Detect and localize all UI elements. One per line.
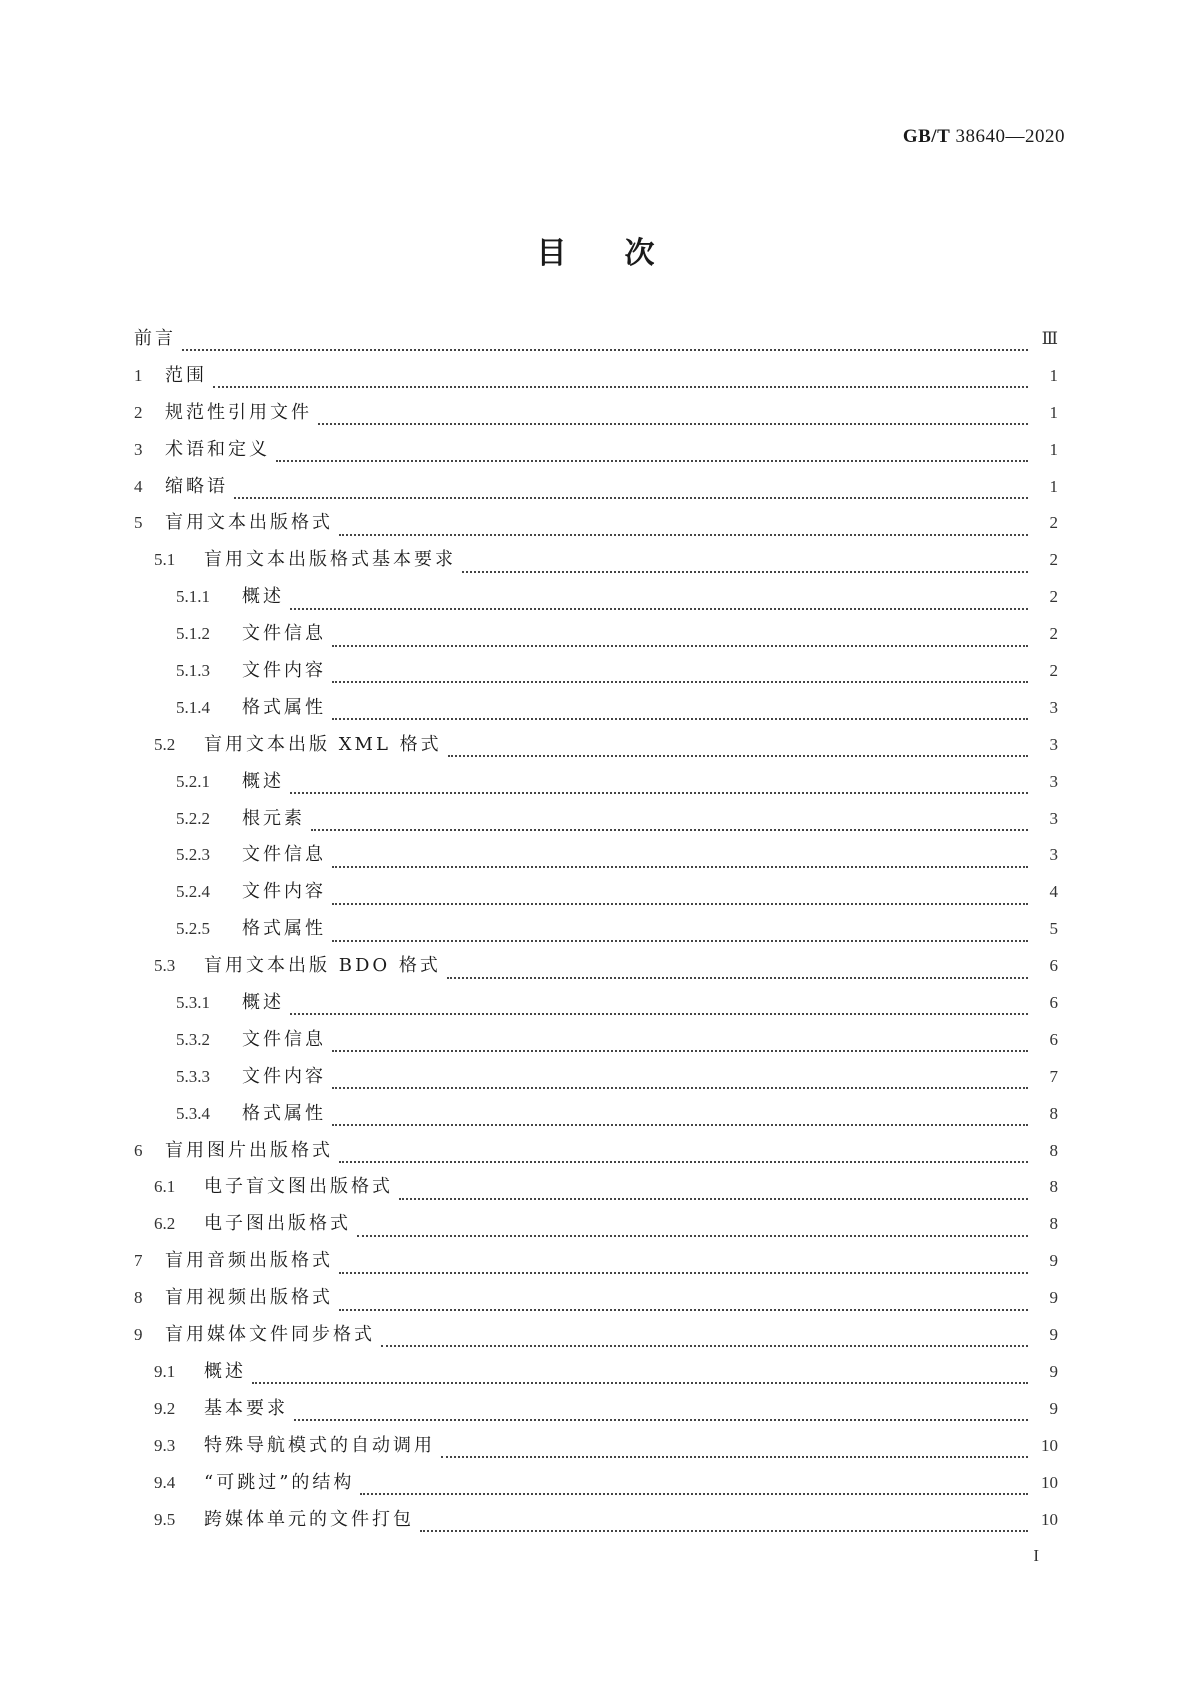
toc-entry-page: 1 [1049, 439, 1058, 459]
dot-leader [381, 1331, 1028, 1347]
toc-entry-number: 5.1 [154, 550, 176, 570]
dot-leader [213, 372, 1028, 388]
toc-entry-page: 1 [1049, 476, 1058, 496]
toc-entry-title: 盲用图片出版格式 [165, 1139, 333, 1161]
toc-entry-number: 9 [134, 1325, 143, 1345]
toc-entry-title: 电子图出版格式 [204, 1213, 351, 1235]
toc-entry-title: 盲用媒体文件同步格式 [165, 1324, 375, 1346]
toc-entry[interactable] [134, 1062, 1058, 1099]
toc-entry-page: 2 [1049, 624, 1058, 644]
toc-entry-number: 9.4 [154, 1472, 176, 1492]
toc-entry-title: 概述 [242, 770, 284, 792]
toc-entry[interactable] [134, 1505, 1058, 1542]
toc-entry[interactable] [134, 1394, 1058, 1431]
toc-entry-title: “可跳过”的结构 [204, 1471, 355, 1493]
toc-entry-number: 9.1 [154, 1361, 176, 1381]
toc-entry-number: 5 [134, 513, 143, 533]
dot-leader [182, 335, 1028, 351]
toc-entry-number: 6.1 [154, 1177, 176, 1197]
toc-entry-title: 格式属性 [242, 918, 326, 940]
toc-entry-number: 5.2.2 [176, 808, 210, 828]
dot-leader [332, 631, 1028, 647]
dot-leader [447, 963, 1028, 979]
toc-entry-title: 盲用视频出版格式 [165, 1287, 333, 1309]
toc-entry[interactable] [134, 1172, 1058, 1209]
toc-entry-page: 3 [1049, 808, 1058, 828]
toc-entry-title: 盲用音频出版格式 [165, 1250, 333, 1272]
toc-entry-number: 1 [134, 365, 143, 385]
toc-entry-title: 特殊导航模式的自动调用 [204, 1434, 435, 1456]
dot-leader [332, 1110, 1028, 1126]
toc-entry-page: 1 [1049, 402, 1058, 422]
toc-entry[interactable] [134, 730, 1058, 767]
toc-entry-title: 规范性引用文件 [165, 401, 312, 423]
toc-entry[interactable] [134, 435, 1058, 472]
dot-leader [290, 778, 1028, 794]
toc-entry-page: 2 [1049, 587, 1058, 607]
toc-entry-title: 概述 [242, 992, 284, 1014]
toc-entry-page: 10 [1041, 1472, 1058, 1492]
toc-entry-page: 6 [1049, 1029, 1058, 1049]
toc-entry-title: 格式属性 [242, 696, 326, 718]
toc-entry-number: 5.2.5 [176, 919, 210, 939]
toc-entry-page: 9 [1049, 1361, 1058, 1381]
toc-entry-title: 文件内容 [242, 660, 326, 682]
toc-entry-page: 8 [1049, 1140, 1058, 1160]
dot-leader [276, 446, 1028, 462]
toc-entry-title: 概述 [242, 586, 284, 608]
dot-leader [339, 1258, 1028, 1274]
toc-entry[interactable] [134, 582, 1058, 619]
toc-entry[interactable] [134, 877, 1058, 914]
toc-entry-page: 1 [1049, 365, 1058, 385]
toc-entry-title: 文件信息 [242, 623, 326, 645]
toc-entry-title: 术语和定义 [165, 438, 270, 460]
toc-entry-page: 9 [1049, 1398, 1058, 1418]
toc-entry-title: 范围 [165, 364, 207, 386]
toc-entry[interactable] [134, 1357, 1058, 1394]
toc-entry[interactable] [134, 804, 1058, 841]
toc-entry-page: 8 [1049, 1177, 1058, 1197]
dot-leader [290, 594, 1028, 610]
toc-entry-page: 9 [1049, 1251, 1058, 1271]
toc-entry-title: 基本要求 [204, 1397, 288, 1419]
toc-entry-number: 5.3.4 [176, 1103, 210, 1123]
dot-leader [332, 1036, 1028, 1052]
toc-entry[interactable] [134, 619, 1058, 656]
toc-entry-number: 6 [134, 1140, 143, 1160]
toc-entry-title: 文件内容 [242, 881, 326, 903]
toc-entry-number: 5.2.4 [176, 882, 210, 902]
toc-entry-title: 盲用文本出版 XML 格式 [204, 733, 442, 755]
toc-entry-page: 8 [1049, 1214, 1058, 1234]
standard-number: 38640—2020 [955, 126, 1065, 147]
toc-entry[interactable] [134, 508, 1058, 545]
toc-entry-number: 5.2.1 [176, 771, 210, 791]
dot-leader [252, 1368, 1028, 1384]
dot-leader [462, 557, 1028, 573]
toc-entry-page: 3 [1049, 697, 1058, 717]
dot-leader [234, 483, 1028, 499]
page-number: I [1033, 1546, 1039, 1565]
toc-entry[interactable] [134, 988, 1058, 1025]
toc-entry-page: Ⅲ [1041, 329, 1058, 348]
toc-entry-page: 9 [1049, 1288, 1058, 1308]
toc-entry-title: 盲用文本出版 BDO 格式 [204, 955, 441, 977]
toc-entry[interactable] [134, 1209, 1058, 1246]
toc-entry-page: 5 [1049, 919, 1058, 939]
toc-entry[interactable] [134, 545, 1058, 582]
toc-entry-number: 5.1.1 [176, 587, 210, 607]
toc-entry-title: 缩略语 [165, 475, 228, 497]
toc-entry-number: 5.3.1 [176, 993, 210, 1013]
toc-entry-title: 盲用文本出版格式 [165, 512, 333, 534]
dot-leader [420, 1516, 1028, 1532]
toc-entry-title: 文件信息 [242, 1028, 326, 1050]
toc-entry[interactable] [134, 1320, 1058, 1357]
toc-entry[interactable] [134, 324, 1058, 361]
toc-entry-page: 4 [1049, 882, 1058, 902]
toc-entry-title: 概述 [204, 1360, 246, 1382]
toc-entry[interactable] [134, 1025, 1058, 1062]
dot-leader [332, 926, 1028, 942]
dot-leader [332, 667, 1028, 683]
toc-entry-page: 2 [1049, 661, 1058, 681]
toc-entry[interactable] [134, 1283, 1058, 1320]
toc-entry-page: 2 [1049, 550, 1058, 570]
toc-entry-page: 6 [1049, 956, 1058, 976]
toc-entry-number: 9.5 [154, 1509, 176, 1529]
toc-entry-number: 4 [134, 476, 143, 496]
toc-entry-number: 5.3.2 [176, 1029, 210, 1049]
toc-entry-page: 7 [1049, 1066, 1058, 1086]
dot-leader [332, 704, 1028, 720]
toc-entry-title: 盲用文本出版格式基本要求 [204, 549, 456, 571]
toc-entry-number: 5.3 [154, 956, 176, 976]
toc-entry-title: 根元素 [242, 807, 305, 829]
dot-leader [441, 1442, 1028, 1458]
toc-entry-number: 5.1.4 [176, 697, 210, 717]
dot-leader [360, 1479, 1028, 1495]
toc-entry-number: 9.2 [154, 1398, 176, 1418]
toc-entry-title: 电子盲文图出版格式 [204, 1176, 393, 1198]
toc-entry-page: 10 [1041, 1435, 1058, 1455]
dot-leader [339, 520, 1028, 536]
toc-entry-title: 格式属性 [242, 1102, 326, 1124]
dot-leader [357, 1221, 1028, 1237]
toc-entry[interactable] [134, 1099, 1058, 1136]
standard-code [903, 126, 1065, 148]
toc-entry[interactable] [134, 1246, 1058, 1283]
standard-prefix: GB/T [902, 126, 951, 147]
toc-entry[interactable] [134, 693, 1058, 730]
table-of-contents [134, 324, 1058, 1541]
toc-entry-number: 6.2 [154, 1214, 176, 1234]
toc-entry[interactable] [134, 951, 1058, 988]
toc-entry[interactable] [134, 914, 1058, 951]
dot-leader [318, 409, 1028, 425]
dot-leader [332, 852, 1028, 868]
toc-entry-number: 5.3.3 [176, 1066, 210, 1086]
toc-entry-number: 3 [134, 439, 143, 459]
toc-entry[interactable] [134, 361, 1058, 398]
toc-entry-title: 文件信息 [242, 844, 326, 866]
toc-entry-title: 文件内容 [242, 1065, 326, 1087]
toc-entry-page: 9 [1049, 1325, 1058, 1345]
toc-entry-title: 前言 [134, 328, 176, 349]
toc-entry[interactable] [134, 656, 1058, 693]
toc-entry[interactable] [134, 767, 1058, 804]
dot-leader [290, 999, 1028, 1015]
toc-entry-page: 2 [1049, 513, 1058, 533]
toc-entry-number: 5.1.2 [176, 624, 210, 644]
toc-entry-number: 5.2 [154, 734, 176, 754]
toc-entry-page: 3 [1049, 845, 1058, 865]
toc-entry-number: 2 [134, 402, 143, 422]
dot-leader [339, 1295, 1028, 1311]
toc-entry[interactable] [134, 1136, 1058, 1173]
toc-title: 目次 [536, 236, 713, 271]
toc-entry-page: 3 [1049, 734, 1058, 754]
dot-leader [294, 1405, 1028, 1421]
toc-entry[interactable] [134, 472, 1058, 509]
toc-entry-number: 9.3 [154, 1435, 176, 1455]
dot-leader [332, 1073, 1028, 1089]
dot-leader [339, 1147, 1028, 1163]
dot-leader [448, 741, 1028, 757]
toc-entry[interactable] [134, 1431, 1058, 1468]
dot-leader [399, 1184, 1028, 1200]
toc-entry[interactable] [134, 840, 1058, 877]
toc-entry-title: 跨媒体单元的文件打包 [204, 1508, 414, 1530]
toc-entry-page: 10 [1041, 1509, 1058, 1529]
toc-entry-page: 3 [1049, 771, 1058, 791]
toc-entry[interactable] [134, 398, 1058, 435]
toc-entry-number: 8 [134, 1288, 143, 1308]
toc-entry[interactable] [134, 1468, 1058, 1505]
toc-entry-page: 6 [1049, 993, 1058, 1013]
toc-entry-page: 8 [1049, 1103, 1058, 1123]
dot-leader [332, 889, 1028, 905]
dot-leader [311, 815, 1028, 831]
toc-entry-number: 7 [134, 1251, 143, 1271]
toc-entry-number: 5.2.3 [176, 845, 210, 865]
toc-entry-number: 5.1.3 [176, 661, 210, 681]
